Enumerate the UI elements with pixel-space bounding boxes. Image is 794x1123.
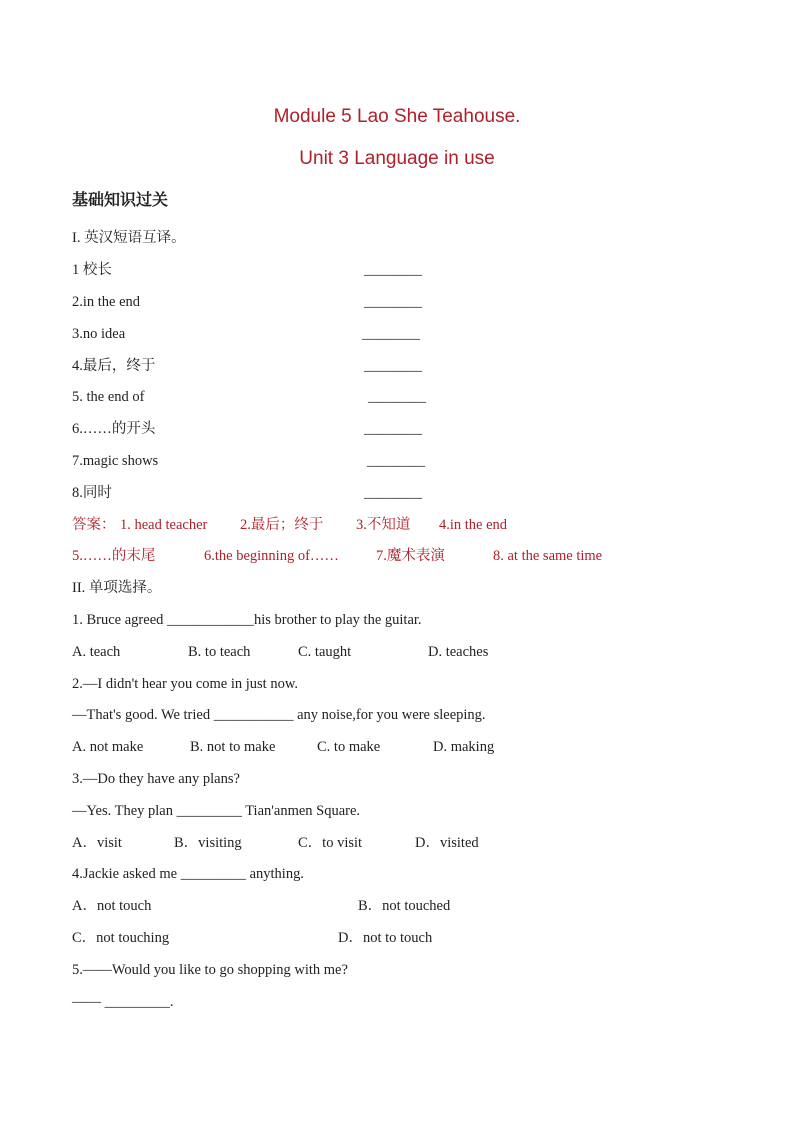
answer-3: 3.不知道 [356,517,411,533]
answers-label: 答案： [72,517,116,533]
question-4-option-a: A．not touch [72,898,152,914]
question-2-option-c: C. to make [317,739,381,755]
phrase-item-1: 1 校长 [72,262,112,278]
question-3-stem-2: —Yes. They plan _________ Tian'anmen Square. [72,803,361,819]
question-1-option-c: C. taught [298,644,352,660]
answer-blank-5: ________ [368,389,426,405]
question-3-option-a: A．visit [72,835,122,851]
phrase-item-4: 4.最后，终于 [72,358,156,374]
answer-5: 5.……的末尾 [72,548,156,564]
answer-8: 8. at the same time [493,548,603,564]
answer-blank-6: ________ [364,421,422,437]
answer-blank-8: ________ [364,485,422,501]
question-4-option-d: D．not to touch [338,930,433,946]
question-3-option-c: C．to visit [298,835,363,851]
answer-blank-2: ________ [364,294,422,310]
question-1-stem: 1. Bruce agreed ____________his brother to play the guitar. [72,612,422,628]
question-1-option-a: A. teach [72,644,121,660]
question-2-stem-1: 2.—I didn't hear you come in just now. [72,676,298,692]
answer-blank-1: ________ [364,262,422,278]
question-3-option-d: D．visited [415,835,479,851]
answer-1: 1. head teacher [120,517,208,533]
section-heading: 基础知识过关 [72,190,169,209]
question-4-option-b: B．not touched [358,898,451,914]
part1-heading: I. 英汉短语互译。 [72,230,186,246]
question-4-option-c: C．not touching [72,930,170,946]
answer-6: 6.the beginning of…… [204,548,339,564]
question-2-option-b: B. not to make [190,739,276,755]
part2-heading: II. 单项选择。 [72,580,162,596]
question-1-option-d: D. teaches [428,644,489,660]
answer-4: 4.in the end [439,517,508,533]
phrase-item-2: 2.in the end [72,294,141,310]
question-5-reply: —— _________. [72,994,174,1010]
question-3-stem-1: 3.—Do they have any plans? [72,771,240,787]
answer-blank-7: ________ [367,453,425,469]
question-2-stem-2: —That's good. We tried ___________ any noise,for you were sleeping. [72,707,486,723]
question-2-option-a: A. not make [72,739,144,755]
phrase-item-3: 3.no idea [72,326,126,342]
answer-7: 7.魔术表演 [376,548,445,564]
answer-blank-3: ________ [362,326,420,342]
phrase-item-8: 8.同时 [72,485,112,501]
question-5-stem: 5.——Would you like to go shopping with me? [72,962,348,978]
phrase-item-5: 5. the end of [72,389,145,405]
document-title: Module 5 Lao She Teahouse. [273,106,521,127]
phrase-item-6: 6.……的开头 [72,421,156,437]
question-1-option-b: B. to teach [188,644,251,660]
answer-2: 2.最后；终于 [240,517,324,533]
answer-blank-4: ________ [364,358,422,374]
question-2-option-d: D. making [433,739,495,755]
document-subtitle: Unit 3 Language in use [299,148,495,169]
phrase-item-7: 7.magic shows [72,453,159,469]
question-4-stem: 4.Jackie asked me _________ anything. [72,866,304,882]
question-3-option-b: B．visiting [174,835,242,851]
